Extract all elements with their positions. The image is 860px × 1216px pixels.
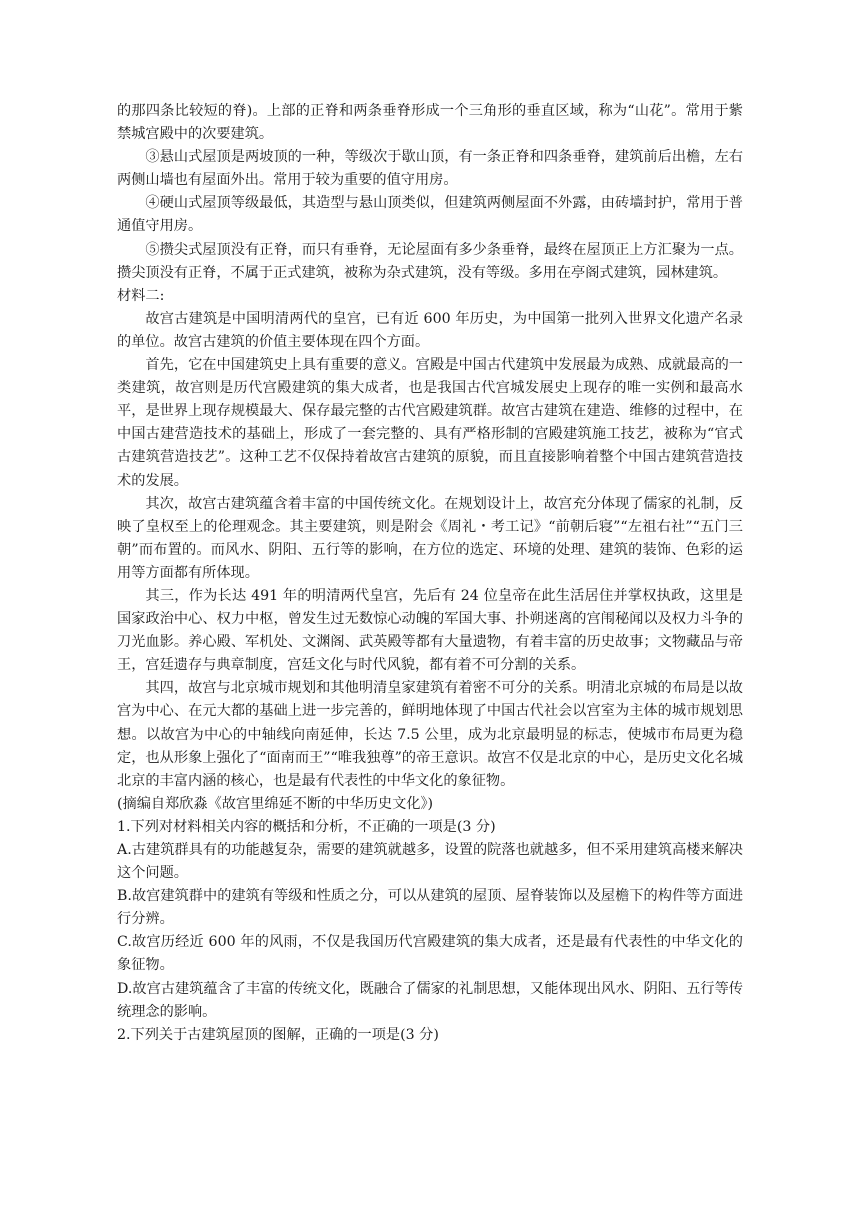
paragraph-xuanshan-roof: ③悬山式屋顶是两坡顶的一种，等级次于歇山顶，有一条正脊和四条垂脊，建筑前后出檐，左右两侧山墙也有屋面外出。常用于较为重要的值守用房。 [117,149,743,189]
paragraph-roof-continuation: 的那四条比较短的脊)。上部的正脊和两条垂脊形成一个三角形的垂直区域，称为“山花”。常用于紫禁城宫殿中的次要建筑。 [117,103,743,143]
paragraph-yingshan-roof: ④硬山式屋顶等级最低，其造型与悬山顶类似，但建筑两侧屋面不外露，由砖墙封护，常用于普通值守用房。 [117,195,743,235]
paragraph-second-aspect: 其次，故宫古建筑蕴含着丰富的中国传统文化。在规划设计上，故宫充分体现了儒家的礼制，反映了皇权至上的伦理观念。其主要建筑，则是附会《周礼・考工记》“前朝后寝”“左祖右社”“五门三朝”而布置的。而风水、阴阳、五行等的影响，在方位的选定、环境的处理、建筑的装饰、色彩的运用等方面都有所体现。 [117,495,743,581]
option-d: D.故宫古建筑蕴含了丰富的传统文化，既融合了儒家的礼制思想，又能体现出风水、阴阳、五行等传统理念的影响。 [117,980,743,1020]
material-two-heading: 材料二: [117,287,165,304]
option-a: A.古建筑群具有的功能越复杂，需要的建筑就越多，设置的院落也就越多，但不采用建筑高楼来解决这个问题。 [117,842,743,882]
paragraph-cuanjian-roof: ⑤攒尖式屋顶没有正脊，而只有垂脊，无论屋面有多少条垂脊，最终在屋顶正上方汇聚为一点。攒尖顶没有正脊，不属于正式建筑，被称为杂式建筑，没有等级。多用在亭阁式建筑，园林建筑。 [117,241,743,281]
option-b: B.故宫建筑群中的建筑有等级和性质之分，可以从建筑的屋顶、屋脊装饰以及屋檐下的构件等方面进行分辨。 [117,888,743,928]
paragraph-first-aspect: 首先，它在中国建筑史上具有重要的意义。宫殿是中国古代建筑中发展最为成熟、成就最高的一类建筑，故宫则是历代宫殿建筑的集大成者，也是我国古代宫城发展史上现存的唯一实例和最高水平，是世界上现存规模最大、保存最完整的古代宫殿建筑群。故宫古建筑在建造、维修的过程中，在中国古建营造技术的基础上，形成了一套完整的、具有严格形制的宫殿建筑施工技艺，被称为“官式古建筑营造技艺”。这种工艺不仅保持着故宫古建筑的原貌，而且直接影响着整个中国古建筑营造技术的发展。 [117,357,743,489]
source-citation: (摘编自郑欣淼《故宫里绵延不断的中华历史文化》) [117,795,434,812]
question-2: 2.下列关于古建筑屋顶的图解，正确的一项是(3 分) [117,1026,439,1043]
option-c: C.故宫历经近 600 年的风雨，不仅是我国历代宫殿建筑的集大成者，还是最有代表性的中华文化的象征物。 [117,934,743,974]
paragraph-third-aspect: 其三，作为长达 491 年的明清两代皇宫，先后有 24 位皇帝在此生活居住并掌权执政，这里是国家政治中心、权力中枢，曾发生过无数惊心动魄的军国大事、扑朔迷离的宫闱秘闻以及权力斗争的刀光血影。养心殿、军机处、文渊阁、武英殿等都有大量遗物，有着丰富的历史故事；文物藏品与帝王，宫廷遗存与典章制度，宫廷文化与时代风貌，都有着不可分割的关系。 [117,587,743,674]
document-page [117,100,743,1047]
paragraph-fourth-aspect: 其四，故宫与北京城市规划和其他明清皇家建筑有着密不可分的关系。明清北京城的布局是以故宫为中心、在元大都的基础上进一步完善的，鲜明地体现了中国古代社会以宫室为主体的城市规划思想。以故宫为中心的中轴线向南延伸，长达 7.5 公里，成为北京最明显的标志，使城市布局更为稳定，也从形象上强化了“面南而王”“唯我独尊”的帝王意识。故宫不仅是北京的中心，是历史文化名城北京的丰富内涵的核心，也是最有代表性的中华文化的象征物。 [117,680,743,789]
paragraph-intro: 故宫古建筑是中国明清两代的皇宫，已有近 600 年历史，为中国第一批列入世界文化遗产名录的单位。故宫古建筑的价值主要体现在四个方面。 [117,310,743,350]
question-1: 1.下列对材料相关内容的概括和分析，不正确的一项是(3 分) [117,818,496,835]
